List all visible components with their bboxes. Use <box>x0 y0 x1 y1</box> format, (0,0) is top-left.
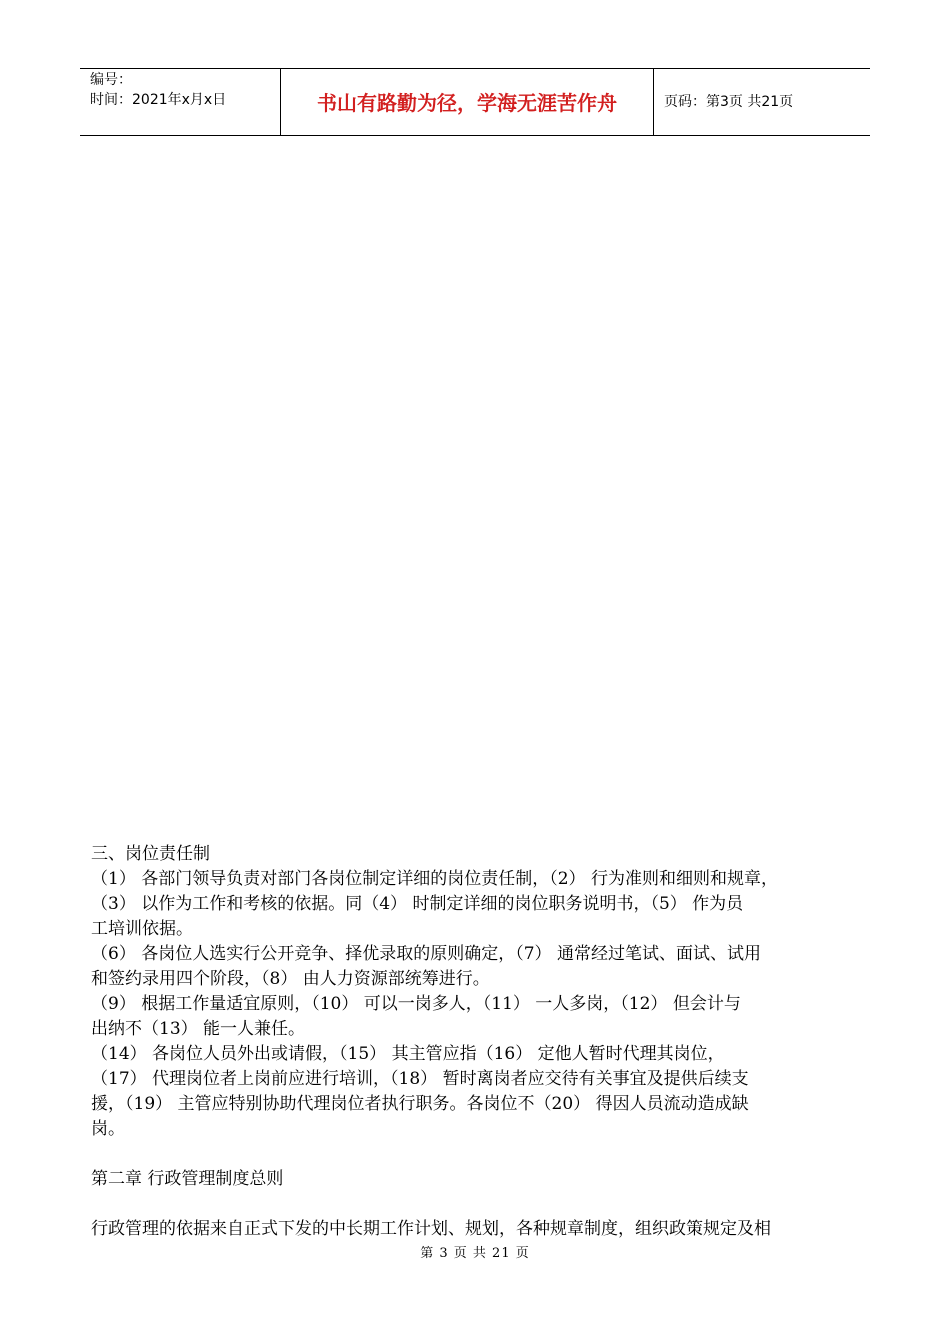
body-line: 岗。 <box>91 1119 125 1139</box>
body-line: （3） 以作为工作和考核的依据。同（4） 时制定详细的岗位职务说明书，（5） 作为员 <box>91 894 744 914</box>
document-body <box>91 842 871 1242</box>
header-right-cell <box>654 69 870 135</box>
body-line: （9） 根据工作量适宜原则，（10） 可以一岗多人，（11） 一人多岗，（12） 但会计与 <box>91 994 741 1014</box>
page-footer: 第 3 页 共 21 页 <box>420 1246 530 1261</box>
header-motto: 书山有路勤为径，学海无涯苦作舟 <box>317 91 617 115</box>
section-heading: 三、岗位责任制 <box>91 844 210 864</box>
header-left-cell <box>80 69 281 135</box>
body-line: （1） 各部门领导负责对部门各岗位制定详细的岗位责任制，（2） 行为准则和细则和规章， <box>91 869 778 889</box>
body-line: 出纳不（13） 能一人兼任。 <box>91 1019 306 1039</box>
document-number-label: 编号： <box>90 72 132 88</box>
paragraph-gap <box>91 1142 871 1167</box>
document-date: 时间：2021年x月x日 <box>90 92 227 108</box>
chapter-heading: 第二章 行政管理制度总则 <box>91 1169 284 1189</box>
body-line: 行政管理的依据来自正式下发的中长期工作计划、规划，各种规章制度，组织政策规定及相 <box>91 1219 771 1239</box>
body-line: 工培训依据。 <box>91 919 193 939</box>
body-line: 和签约录用四个阶段，（8） 由人力资源部统筹进行。 <box>91 969 490 989</box>
header-page-info: 页码：第3页 共21页 <box>664 94 794 110</box>
body-line: （17） 代理岗位者上岗前应进行培训，（18） 暂时离岗者应交待有关事宜及提供后续支 <box>91 1069 749 1089</box>
header-middle-cell <box>281 69 654 135</box>
paragraph-gap <box>91 1192 871 1217</box>
body-line: （14） 各岗位人员外出或请假，（15） 其主管应指（16） 定他人暂时代理其岗位， <box>91 1044 725 1064</box>
body-line: （6） 各岗位人选实行公开竞争、择优录取的原则确定，（7） 通常经过笔试、面试、试用 <box>91 944 761 964</box>
body-line: 援，（19） 主管应特别协助代理岗位者执行职务。各岗位不（20） 得因人员流动造成缺 <box>91 1094 749 1114</box>
document-header <box>80 68 870 136</box>
